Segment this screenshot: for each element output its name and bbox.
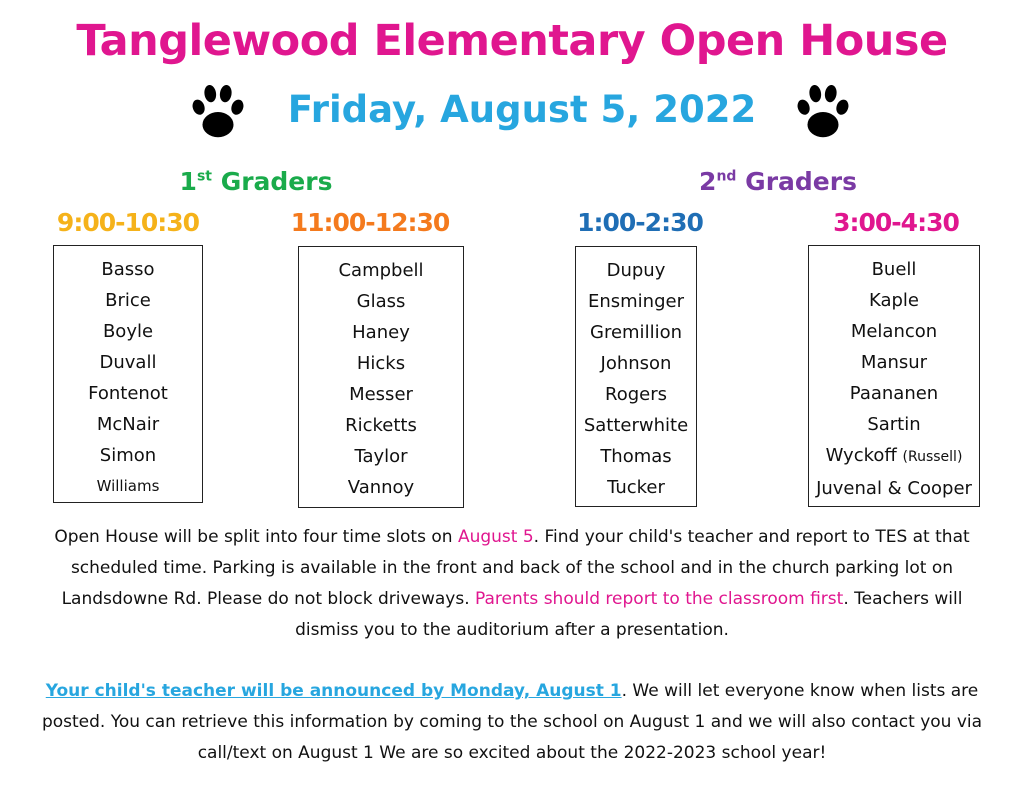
teacher-name: Buell	[871, 259, 917, 280]
time-slot-1: 9:00-10:30	[56, 208, 200, 237]
announcement-paragraph	[40, 676, 984, 769]
info-text: . Find your child's teacher and report to TES at that scheduled time. Parking is available in the front and back of the school and in the church parking lot on Landsdowne Rd. Please do not block driveways.	[61, 527, 970, 609]
teacher-note: (Russell)	[902, 449, 963, 465]
time-slot-4: 3:00-4:30	[833, 208, 959, 237]
teacher-name: Satterwhite	[583, 415, 689, 436]
teacher-name: Johnson	[600, 353, 672, 374]
teacher-name: Paananen	[849, 383, 939, 404]
time-slot-3: 1:00-2:30	[577, 208, 703, 237]
event-date: Friday, August 5, 2022	[287, 88, 757, 131]
announcement-text: . We will let everyone know when lists are posted. You can retrieve this information by coming to the school on August 1 and we will also contact you via call/text on August 1 We are so excited about the 2022-2023 school year!	[41, 681, 983, 763]
paw-print-icon	[792, 82, 854, 144]
teacher-name: Ricketts	[345, 415, 417, 436]
teacher-list-slot-3	[575, 246, 697, 507]
first-grade-number: 1	[179, 167, 197, 196]
teacher-name: Ensminger	[587, 291, 684, 312]
teacher-name: Thomas	[600, 446, 672, 467]
teacher-name: Sartin	[867, 414, 921, 435]
teacher-name: Williams	[96, 477, 160, 495]
teacher-name: Kaple	[868, 290, 920, 311]
teacher-name: Gremillion	[590, 322, 682, 343]
first-grade-label: Graders	[220, 167, 333, 196]
teacher-name: Duvall	[99, 352, 157, 373]
teacher-name: Hicks	[356, 353, 406, 374]
teacher-name: Vannoy	[347, 477, 415, 498]
teacher-name: Boyle	[102, 321, 154, 342]
teacher-name: McNair	[96, 414, 160, 435]
teacher-name: Juvenal & Cooper	[816, 478, 972, 499]
open-house-info-paragraph	[40, 522, 984, 646]
teacher-name: Simon	[99, 445, 157, 466]
teacher-name: Rogers	[605, 384, 667, 405]
teacher-list-slot-1	[53, 245, 203, 503]
teacher-name: Messer	[349, 384, 413, 405]
info-text: Open House will be split into four time slots on	[54, 527, 458, 547]
teacher-name: Tucker	[607, 477, 665, 498]
teacher-name: Basso	[101, 259, 155, 280]
teacher-list-slot-4	[808, 245, 980, 507]
teacher-name-with-note	[809, 440, 979, 473]
teacher-name: Dupuy	[606, 260, 666, 281]
teacher-announcement-link[interactable]: Your child's teacher will be announced by Monday, August 1	[45, 681, 622, 701]
teacher-name: Glass	[356, 291, 406, 312]
page-title: Tanglewood Elementary Open House	[76, 16, 948, 66]
first-graders-heading	[126, 167, 386, 196]
info-text: . Teachers will dismiss you to the auditorium after a presentation.	[295, 589, 963, 640]
teacher-name: Brice	[105, 290, 151, 311]
teacher-name: Wyckoff	[825, 445, 897, 466]
teacher-name: Melancon	[850, 321, 938, 342]
second-grade-suffix: nd	[716, 168, 737, 185]
teacher-name: Campbell	[338, 260, 424, 281]
highlight-instruction: Parents should report to the classroom first	[475, 589, 844, 609]
second-grade-label: Graders	[745, 167, 857, 196]
teacher-name: Mansur	[860, 352, 928, 373]
time-slot-2: 11:00-12:30	[290, 208, 450, 237]
teacher-name: Fontenot	[88, 383, 168, 404]
teacher-name: Haney	[352, 322, 410, 343]
highlight-date: August 5	[457, 527, 534, 547]
second-grade-number: 2	[699, 167, 717, 196]
teacher-name: Taylor	[354, 446, 408, 467]
teacher-list-slot-2	[298, 246, 464, 508]
second-graders-heading	[648, 167, 908, 196]
first-grade-suffix: st	[196, 168, 212, 185]
